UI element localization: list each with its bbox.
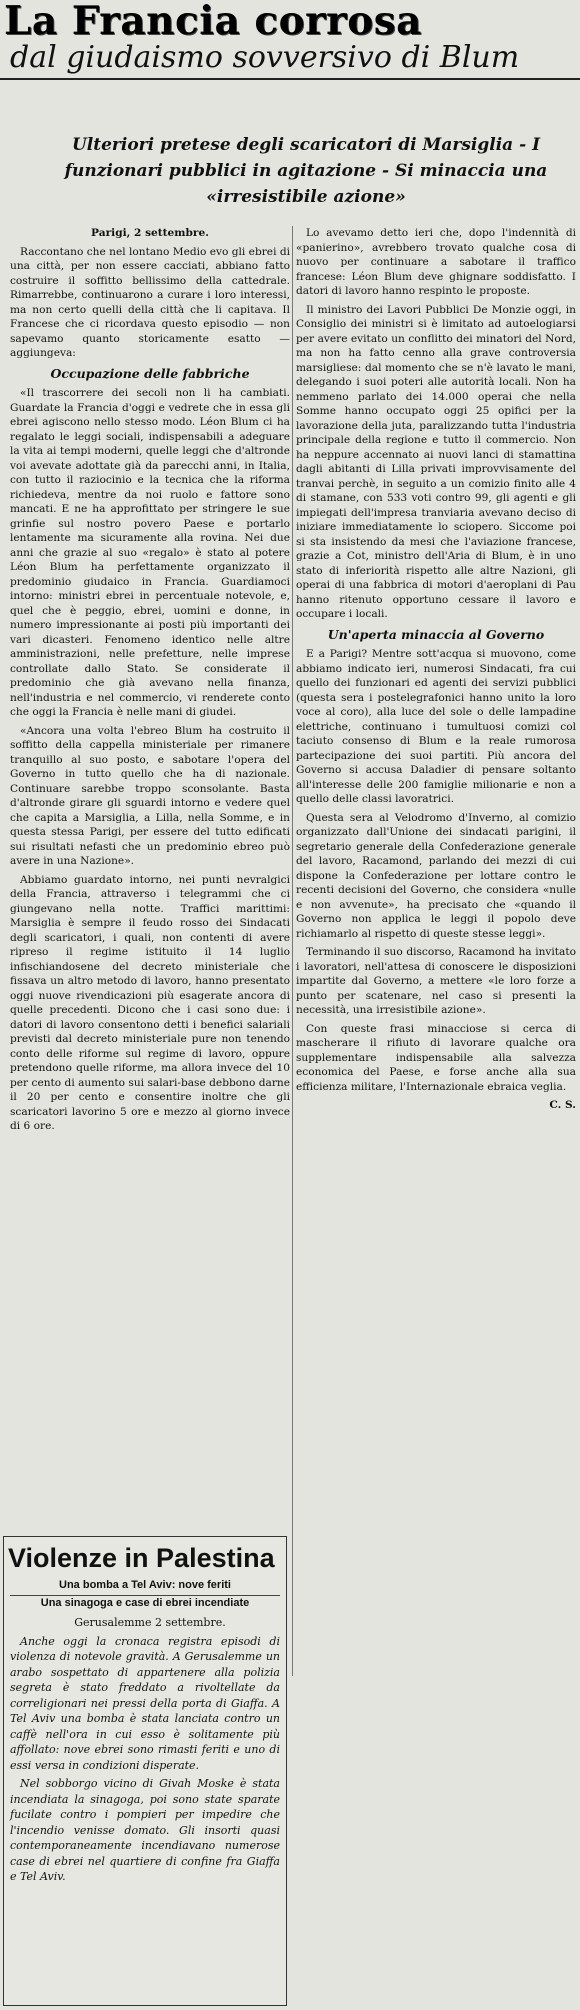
box-subtitle-line-2: Una sinagoga e case di ebrei incendiate <box>40 1597 250 1609</box>
section-subhead: Occupazione delle fabbriche <box>50 365 250 381</box>
article-paragraph: Terminando il suo discorso, Racamond ha invitato i lavoratori, nell'attesa di conoscere le disposizioni impartite dal Governo, a mettere «le loro forze a punto per scatenare, nel caso si presenti la necessità, una irresistibile azione». <box>296 946 576 1016</box>
article-decker: Ulteriori pretese degli scaricatori di Marsiglia - I funzionari pubblici in agitazione - Si minaccia una «irresistibile azione» <box>64 135 548 207</box>
box-title: Violenze in Palestina <box>8 1543 275 1573</box>
article-paragraph: Il ministro dei Lavori Pubblici De Monzie oggi, in Consiglio dei ministri si è limitato ad autoelogiarsi per avere evitato un conflitto dei minatori del Nord, ma non ha fatto cenno alla grave controversia marsigliese: dal momento che se n'è lavato le mani, delegando i suoi poteri alle autorità locali. Non ha nemmeno parlato dei 14.000 operai che nella Somme hanno occupato oggi 25 opifici per la lavorazione della juta, paralizzando tutta l'industria principale della regione e tutto il commercio. Non ha neppure accennato ai nuovi lanci di stamattina dagli abitanti di Lilla privati improvvisamente del tranvai perchè, in seguito a un comizio finito alle 4 di stamane, con 533 voti contro 99, gli agenti e gli impiegati dell'impresa tranviaria avevano deciso di iniziare immediatamente lo sciopero. Siccome poi si sta insistendo da mesi che l'aviazione francese, grazie a Cot, ministro dell'Aria di Blum, è in uno stato di inferiorità rispetto alle altre Nazioni, gli operai di una fabbrica di motori d'aeroplani di Pau hanno ritenuto opportuno cessare il lavoro e occupare i locali. <box>296 303 576 620</box>
box-paragraph: Anche oggi la cronaca registra episodi di violenza di notevole gravità. A Gerusalemme un arabo sospettato di appartenere alla polizia segreta è stato freddato a rivoltellate da correligionari nei pressi della porta di Giaffa. A Tel Aviv una bomba è stata lanciata contro un caffè nell'ora in cui esso è solitamente più affollato: nove ebrei sono rimasti feriti e uno di essi versa in condizioni disperate. <box>10 1634 280 1772</box>
article-paragraph: Lo avevamo detto ieri che, dopo l'indennità di «panierino», avrebbero trovato qualche cosa di nuovo per continuare a sabotare il traffico francese: Léon Blum deve ghignare soddisfatto. I datori di lavoro hanno respinto le proposte. <box>296 227 576 297</box>
box-subtitle <box>10 1578 280 1611</box>
article-paragraph: E a Parigi? Mentre sott'acqua si muovono, come abbiamo indicato ieri, numerosi Sindacati, fra cui quello dei funzionari ed agenti dei servizi pubblici (questa sera i postelegrafonici hanno unito la loro voce al coro), alla luce del sole o delle lampadine elettriche, continuano i tumultuosi comizi col taciuto consenso di Blum e la reale rumorosa partecipazione dei suoi partiti. Più ancora del Governo si accusa Daladier di pensare soltanto all'interesse delle 200 famiglie milionarie e non a quello delle classi lavoratrici. <box>296 648 576 805</box>
box-body <box>10 1615 280 1885</box>
section-subhead: Un'aperta minaccia al Governo <box>327 626 545 642</box>
column-divider <box>292 226 293 1676</box>
article-dateline: Parigi, 2 settembre. <box>91 227 209 239</box>
article-paragraph: Questa sera al Velodromo d'Inverno, al comizio organizzato dall'Unione dei sindacati parigini, il segretario generale della Confederazione generale del lavoro, Racamond, parlando dei mezzi di cui dispone la Confederazione per lottare contro le recenti decisioni del Governo, che considera «nulle e non avvenute», ha precisato che «quando il Governo non applica le leggi il popolo deve richiamarlo al rispetto di queste stesse leggi». <box>296 811 576 940</box>
subheadline: dal giudaismo sovversivo di Blum <box>10 40 520 75</box>
article-paragraph: «Il trascorrere dei secoli non li ha cambiati. Guardate la Francia d'oggi e vedrete che in essa gli ebrei agiscono nello stesso modo. Léon Blum ci ha regalato le leggi sociali, indispensabili a adeguare la vita ai tempi moderni, quelle leggi che d'altronde voi avevate adottate già da parecchi anni, in Italia, con tutto il raziocinio e la tecnica che la riforma richiedeva, mentre da noi ruolo e fattore sono mancati. E ne ha approfittato per stringere le sue grinfie sul nostro povero Paese e portarlo lentamente ma sicuramente alla rovina. Nei due anni che grazie al suo «regalo» è stato al potere Léon Blum ha perfettamente organizzato il predominio giudaico in Francia. Guardiamoci intorno: ministri ebrei in percentuale notevole, e, quel che è peggio, ebrei, uomini e donne, in numero impressionante ai posti più importanti dei vari dicasteri. Fenomeno identico nelle altre amministrazioni, nelle prefetture, nelle imprese controllate dallo Stato. Se considerate il predominio che già avevano nella finanza, nell'industria e nel commercio, vi renderete conto che oggi la Francia è nelle mani di giudei. <box>10 387 290 718</box>
box-subtitle-line-1: Una bomba a Tel Aviv: nove feriti <box>10 1578 280 1596</box>
article-column-right <box>296 226 576 1676</box>
masthead <box>0 0 580 80</box>
article-paragraph: Abbiamo guardato intorno, nei punti nevralgici della Francia, attraverso i telegrammi che ci giungevano nella notte. Traffici marittimi: Marsiglia è sempre il feudo rosso dei Sindacati degli scaricatori, i quali, non contenti di avere ripreso il regime istituito il 14 luglio infischiandosene del decreto ministeriale che fissava un altro metodo di lavoro, hanno presentato oggi nuove rivendicazioni più esagerate ancora di quelle precedenti. Dicono che i casi sono due: i datori di lavoro consentono detti i benefici salariali previsti dal decreto ministeriale pure non tenendo conto delle riforme sul regime di lavoro, oppure pretendono quelle riforme, ma allora invece del 10 per cento di aumento sui salari-base debbono darne il 20 per cento e consentire inoltre che gli scaricatori lavorino 5 ore e mezzo al giorno invece di 6 ore. <box>10 873 290 1132</box>
headline: La Francia corrosa <box>4 0 422 44</box>
box-dateline: Gerusalemme 2 settembre. <box>74 1616 226 1629</box>
article-paragraph: «Ancora una volta l'ebreo Blum ha costruito il soffitto della cappella ministeriale per rimanere tranquillo al suo posto, e sabotare l'opera del Governo in tutto quello che ha di nazionale. Continuare sarebbe troppo sconsolante. Basta d'altronde girare gli sguardi intorno e vedere quel che capita a Marsiglia, a Lilla, nella Somme, e in questa stessa Parigi, per essere del tutto edificati sui risultati nefasti che un predominio ebreo può avere in una Nazione». <box>10 724 290 867</box>
author-signature: C. S. <box>549 1099 576 1111</box>
box-paragraph: Nel sobborgo vicino di Givah Moske è stata incendiata la sinagoga, poi sono state sparate fucilate contro i pompieri per impedire che l'incendio venisse domato. Gli insorti quasi contemporaneamente incendiavano numerose case di ebrei nel quartiere di confine fra Giaffa e Tel Aviv. <box>10 1777 280 1883</box>
article-paragraph: Raccontano che nel lontano Medio evo gli ebrei di una città, per non essere cacciati, abbiano fatto costruire il soffitto bellissimo della cattedrale. Rimarrebbe, continuarono a curare i loro interessi, ma non certo quelli della città che li capitava. Il Francese che ci ricordava questo episodio — non sapevamo quanto storicamente esatto — aggiungeva: <box>10 245 290 359</box>
article-paragraph: Con queste frasi minacciose si cerca di mascherare il rifiuto di lavorare qualche ora supplementare indispensabile alla salvezza economica del Paese, e forse anche alla sua efficienza militare, l'Internazionale ebraica veglia. <box>296 1022 576 1093</box>
article-column-left <box>10 226 290 1626</box>
palestina-box <box>3 1536 287 2006</box>
